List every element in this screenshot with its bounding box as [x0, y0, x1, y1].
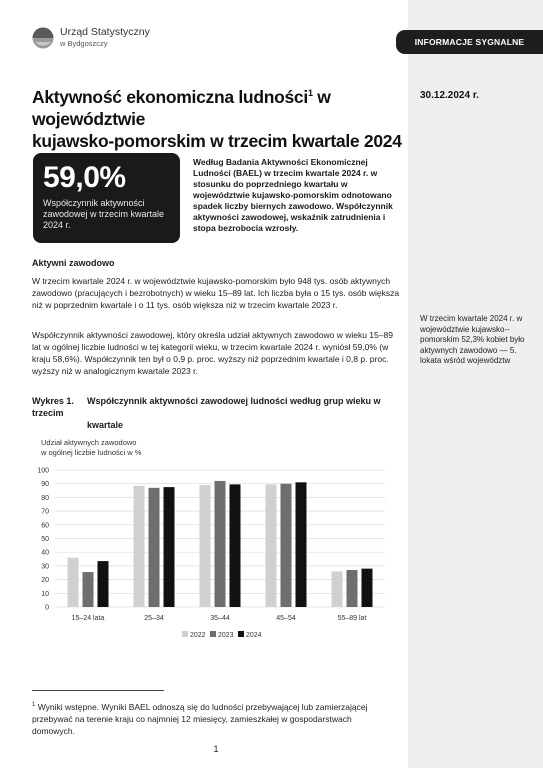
x-tick-label: 15–24 lata [71, 615, 105, 622]
footnote-divider [32, 690, 164, 691]
y-tick-label: 90 [41, 481, 49, 489]
x-tick-label: 25–34 [144, 615, 164, 622]
y-tick-label: 80 [41, 494, 49, 502]
bar [200, 485, 211, 607]
kpi-value: 59,0% [43, 161, 126, 194]
kpi-label: Współczynnik aktywności zawodowej w trzecim kwartale 2024 r. [43, 198, 165, 230]
bar [296, 482, 307, 607]
y-tick-label: 50 [41, 536, 49, 543]
bar [332, 571, 343, 607]
bar [134, 486, 145, 607]
y-axis-label: Udział aktywnych zawodowo [41, 438, 137, 447]
paragraph-active-population: W trzecim kwartale 2024 r. w województwie kujawsko-pomorskim było 948 tys. osób aktywnych zawodowo (pracujących i bezrobotnych) w wieku 15–89 lat. Ich liczba była o 15 tys. osób większa niż w poprzednim kwartale i o 11 tys. osób większa niż w trzecim kwartale 2023 r. [32, 276, 400, 310]
publication-type-badge: INFORMACJE SYGNALNE [396, 30, 543, 54]
y-tick-label: 40 [41, 549, 49, 557]
publication-date: 30.12.2024 r. [420, 90, 479, 101]
bar [215, 481, 226, 607]
bar [266, 484, 277, 607]
section-heading: Aktywni zawodowo [32, 258, 115, 268]
legend-swatch [238, 631, 244, 637]
legend-label: 2022 [190, 632, 206, 639]
footnote: $^1$ Wyniki wstępne. Wyniki BAEL odnoszą się do ludności przebywającej lub zamierzającej przebywać na terenie kraju co najmniej 12 miesięcy, zamieszkałej w gospodarstwach domowych. [32, 702, 368, 736]
chart-title: Wykres 1. Współczynnik aktywności zawodowej ludności według grup wieku w trzecim kwartale [32, 396, 381, 430]
bar [164, 487, 175, 607]
org-logo-icon [32, 27, 54, 49]
bar-chart [30, 435, 390, 645]
kpi-box [33, 153, 180, 243]
y-tick-label: 20 [41, 577, 49, 585]
bar [68, 558, 79, 607]
y-axis-label: w ogólnej liczbie ludności w % [41, 448, 142, 457]
org-logo [32, 27, 150, 49]
bar [149, 488, 160, 607]
y-tick-label: 100 [37, 467, 49, 475]
sidebar-panel [408, 0, 543, 768]
legend-swatch [210, 631, 216, 637]
bar [347, 570, 358, 607]
x-tick-label: 35–44 [210, 615, 230, 622]
paragraph-activity-rate: Współczynnik aktywności zawodowej, który określa udział aktywnych zawodowo w wieku 15–89 lat w ogólnej liczbie ludności w tej kategorii wieku, w trzecim kwartale 2024 r. wyniósł 59,0% (w kraju 58,6%). Współczynnik ten był o 0,9 p. proc. wyższy niż poprzednim kwartale i 0,8 p. proc. wyższy niż w analogicznym kwartale 2023 r. [32, 330, 393, 376]
legend-swatch [182, 631, 188, 637]
footnote-ref[interactable]: 1 [307, 88, 313, 98]
y-tick-label: 70 [41, 508, 49, 516]
y-tick-label: 60 [41, 522, 49, 530]
chart-number: Wykres 1. [32, 396, 74, 406]
bar [230, 484, 241, 607]
summary-text: Według Badania Aktywności Ekonomicznej Ludności (BAEL) w trzecim kwartale 2024 r. w stosunku do poprzedniego kwartału w województwie kujawsko-pomorskim odnotowano spadek liczby biernych zawodowo. Współczynnik aktywności zawodowej, wskaźnik zatrudnienia i stopa bezrobocia wzrosły. [193, 157, 393, 233]
bar [362, 569, 373, 607]
x-tick-label: 55–89 lat [337, 615, 367, 622]
x-tick-label: 45–54 [276, 615, 296, 622]
org-name: Urząd Statystyczny [60, 26, 150, 38]
org-city: w Bydgoszczy [60, 39, 108, 48]
legend-label: 2024 [246, 632, 262, 639]
bar [83, 572, 94, 607]
legend-label: 2023 [218, 632, 234, 639]
page-title: Aktywność ekonomiczna ludności$^1$ w województwie kujawsko-pomorskim w trzecim kwartale 2024 [32, 87, 402, 151]
y-tick-label: 0 [45, 604, 49, 612]
page-number: 1 [213, 744, 219, 754]
y-tick-label: 30 [41, 563, 49, 571]
y-tick-label: 10 [41, 590, 49, 598]
bar [281, 484, 292, 607]
bar [98, 561, 109, 607]
side-note: W trzecim kwartale 2024 r. w województwie kujawsko--pomorskim 52,3% kobiet było aktywnych zawodowo — 5. lokata wśród województw [420, 314, 525, 365]
